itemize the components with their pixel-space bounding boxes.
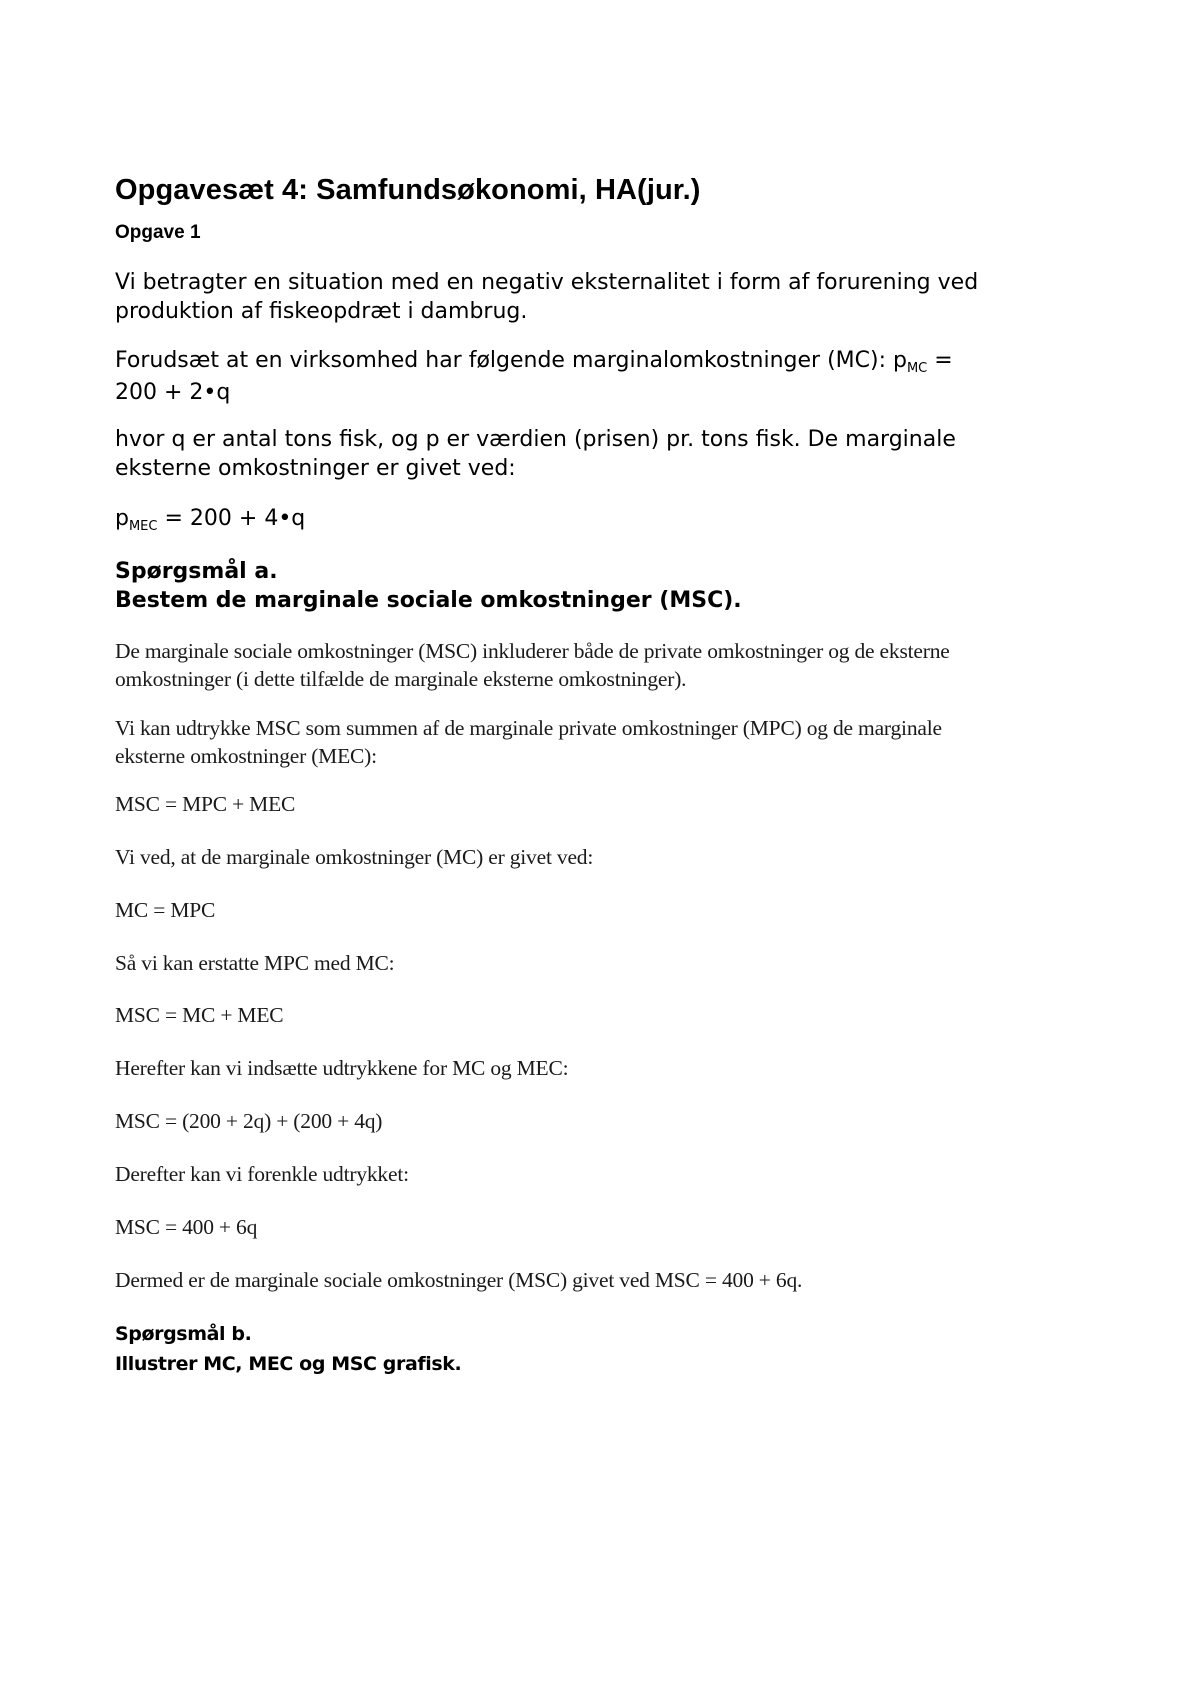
equation-3: MSC = MC + MEC — [115, 1003, 284, 1027]
answer-a2-line2: eksterne omkostninger (MEC): — [115, 744, 377, 768]
equation-1: MSC = MPC + MEC — [115, 792, 296, 816]
intro-paragraph-3 — [115, 425, 1095, 483]
answer-paragraph-1 — [115, 637, 1095, 693]
answer-paragraph-5: Herefter kan vi indsætte udtrykkene for MC og MEC: — [115, 1056, 569, 1080]
intro-paragraph-1 — [115, 268, 1095, 326]
answer-a2-line1: Vi kan udtrykke MSC som summen af de marginale private omkostninger (MPC) og de marginale — [115, 716, 942, 740]
mc-formula: 200 + 2•q — [115, 380, 231, 405]
intro-p1-line2: produktion af fiskeopdræt i dambrug. — [115, 299, 528, 324]
intro-paragraph-2 — [115, 346, 1095, 407]
question-b-text: Illustrer MC, MEC og MSC grafisk. — [115, 1353, 462, 1375]
question-b-label: Spørgsmål b. — [115, 1323, 252, 1345]
answer-paragraph-3: Vi ved, at de marginale omkostninger (MC) er givet ved: — [115, 845, 594, 869]
intro-p3-line1: hvor q er antal tons fisk, og p er værdien (prisen) pr. tons fisk. De marginale — [115, 427, 956, 452]
mc-text: Forudsæt at en virksomhed har følgende marginalomkostninger (MC): p — [115, 348, 907, 373]
question-a — [115, 557, 1095, 615]
mec-rest: = 200 + 4•q — [157, 506, 306, 531]
answer-paragraph-4: Så vi kan erstatte MPC med MC: — [115, 951, 395, 975]
answer-paragraph-2 — [115, 714, 1095, 770]
document-title: Opgavesæt 4: Samfundsøkonomi, HA(jur.) — [115, 174, 701, 206]
question-b — [115, 1319, 1095, 1379]
answer-a1-line2: omkostninger (i dette tilfælde de marginale eksterne omkostninger). — [115, 667, 687, 691]
intro-p3-line2: eksterne omkostninger er givet ved: — [115, 456, 516, 481]
mc-equals: = — [927, 348, 953, 373]
answer-a1-line1: De marginale sociale omkostninger (MSC) inkluderer både de private omkostninger og de eksterne — [115, 639, 950, 663]
equation-2: MC = MPC — [115, 898, 216, 922]
equation-4: MSC = (200 + 2q) + (200 + 4q) — [115, 1109, 383, 1133]
answer-paragraph-7: Dermed er de marginale sociale omkostninger (MSC) givet ved MSC = 400 + 6q. — [115, 1268, 803, 1292]
question-a-text: Bestem de marginale sociale omkostninger (MSC). — [115, 588, 742, 613]
mec-subscript: MEC — [128, 519, 158, 534]
question-a-label: Spørgsmål a. — [115, 559, 278, 584]
mec-p: p — [115, 506, 129, 531]
intro-p1-line1: Vi betragter en situation med en negativ eksternalitet i form af forurening ved — [115, 270, 979, 295]
equation-5: MSC = 400 + 6q — [115, 1215, 258, 1239]
section-heading: Opgave 1 — [115, 222, 201, 243]
answer-paragraph-6: Derefter kan vi forenkle udtrykket: — [115, 1162, 409, 1186]
mec-formula — [115, 504, 1095, 536]
mc-subscript: MC — [906, 361, 928, 376]
